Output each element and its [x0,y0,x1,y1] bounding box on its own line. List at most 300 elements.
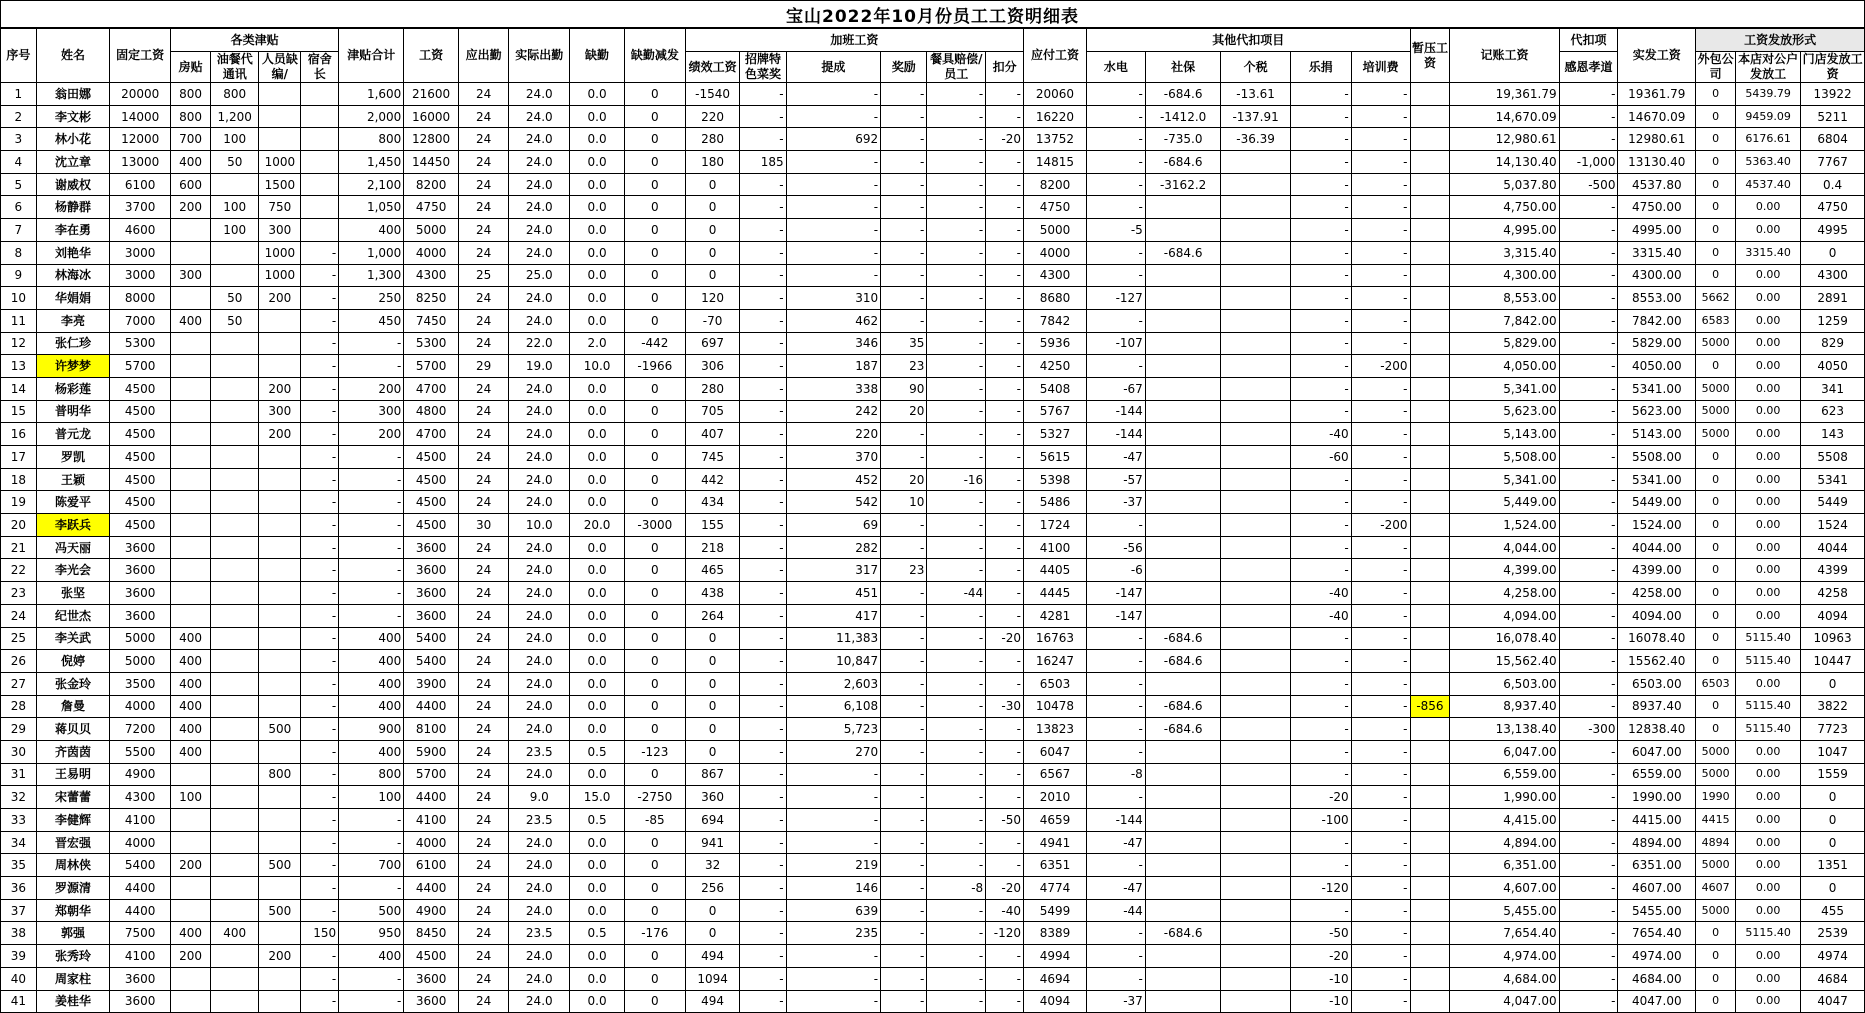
cell-absent: 0.0 [570,854,625,877]
cell-absent-deduct: 0 [624,219,685,242]
cell-book-wage: 13,138.40 [1450,718,1559,741]
cell-allowance-total: - [339,446,404,469]
cell-net-pay: 5455.00 [1618,899,1696,922]
cell-fuel-comm [211,173,259,196]
cell-book-wage: 4,258.00 [1450,582,1559,605]
cell-store-issue: 4974 [1801,945,1865,968]
cell-thanks-filial: - [1559,128,1618,151]
cell-hold-wage [1410,241,1450,264]
cell-allowance-total: 800 [339,128,404,151]
cell-fixed-wage: 4400 [110,899,171,922]
cell-actual-attendance: 24.0 [509,559,570,582]
cell-utilities: - [1087,128,1146,151]
cell-thanks-filial: - [1559,377,1618,400]
cell-training: - [1351,582,1410,605]
cell-fixed-wage: 5700 [110,355,171,378]
cell-fuel-comm [211,809,259,832]
cell-outsourced: 5662 [1696,287,1736,310]
cell-staff-short: 1000 [259,151,301,174]
cell-net-pay: 5341.00 [1618,377,1696,400]
cell-seq: 9 [1,264,37,287]
cell-utilities: - [1087,854,1146,877]
cell-store-transfer: 6176.61 [1736,128,1801,151]
cell-absent-deduct: 0 [624,264,685,287]
cell-perf-wage: 120 [685,287,740,310]
cell-payable: 13823 [1023,718,1086,741]
cell-thanks-filial: - [1559,446,1618,469]
cell-outsourced: 5000 [1696,377,1736,400]
cell-personal-tax [1221,718,1290,741]
cell-outsourced: 4607 [1696,877,1736,900]
cell-actual-attendance: 24.0 [509,967,570,990]
cell-meal-comp: - [927,967,986,990]
cell-due-attendance: 24 [458,287,508,310]
cell-personal-tax [1221,604,1290,627]
cell-seq: 34 [1,831,37,854]
cell-bonus: - [881,514,927,537]
cell-fixed-wage: 4500 [110,446,171,469]
cell-net-pay: 12838.40 [1618,718,1696,741]
cell-hold-wage [1410,196,1450,219]
cell-staff-short [259,128,301,151]
table-row [1,128,1865,151]
cell-outsourced: 5000 [1696,740,1736,763]
cell-training: - [1351,173,1410,196]
cell-absent: 0.0 [570,831,625,854]
cell-sign-dish: - [740,831,786,854]
cell-due-attendance: 24 [458,854,508,877]
cell-commission: - [786,809,881,832]
cell-hold-wage [1410,491,1450,514]
cell-sign-dish: - [740,332,786,355]
cell-deduct: -50 [986,809,1024,832]
cell-donation: - [1290,196,1351,219]
cell-meal-comp: - [927,196,986,219]
cell-due-attendance: 24 [458,990,508,1013]
table-row [1,332,1865,355]
cell-outsourced: 0 [1696,718,1736,741]
cell-absent: 0.0 [570,582,625,605]
cell-bonus: - [881,695,927,718]
cell-deduct: - [986,740,1024,763]
cell-staff-short [259,672,301,695]
cell-donation: - [1290,740,1351,763]
cell-payable: 4000 [1023,241,1086,264]
cell-wage: 3600 [404,559,459,582]
cell-donation: - [1290,899,1351,922]
cell-commission: - [786,945,881,968]
cell-social-insurance [1145,990,1221,1013]
cell-thanks-filial: - [1559,831,1618,854]
cell-fixed-wage: 4000 [110,695,171,718]
cell-wage: 8100 [404,718,459,741]
col-sign-dish: 招牌特色菜奖 [740,52,786,83]
cell-social-insurance [1145,854,1221,877]
cell-hold-wage [1410,877,1450,900]
cell-net-pay: 4974.00 [1618,945,1696,968]
cell-personal-tax [1221,400,1290,423]
cell-book-wage: 14,670.09 [1450,105,1559,128]
cell-store-transfer: 0.00 [1736,559,1801,582]
cell-meal-comp: - [927,922,986,945]
cell-actual-attendance: 24.0 [509,400,570,423]
cell-sign-dish: - [740,355,786,378]
cell-donation: - [1290,695,1351,718]
cell-book-wage: 4,974.00 [1450,945,1559,968]
cell-book-wage: 6,559.00 [1450,763,1559,786]
table-row [1,582,1865,605]
cell-training: - [1351,468,1410,491]
cell-absent-deduct: 0 [624,945,685,968]
cell-actual-attendance: 23.5 [509,922,570,945]
cell-book-wage: 4,750.00 [1450,196,1559,219]
cell-net-pay: 4050.00 [1618,355,1696,378]
cell-allowance-total: 500 [339,899,404,922]
cell-payable: 4994 [1023,945,1086,968]
cell-fuel-comm [211,582,259,605]
cell-hold-wage [1410,922,1450,945]
cell-housing: 400 [171,718,211,741]
cell-absent-deduct: 0 [624,559,685,582]
cell-deduct: -30 [986,695,1024,718]
cell-actual-attendance: 24.0 [509,219,570,242]
cell-sign-dish: - [740,786,786,809]
cell-social-insurance [1145,468,1221,491]
cell-training: - [1351,831,1410,854]
cell-name: 王颖 [36,468,110,491]
cell-fuel-comm: 50 [211,287,259,310]
cell-outsourced: 0 [1696,945,1736,968]
cell-dorm-head: - [301,559,339,582]
cell-social-insurance [1145,491,1221,514]
cell-outsourced: 0 [1696,83,1736,106]
cell-actual-attendance: 24.0 [509,196,570,219]
cell-social-insurance [1145,559,1221,582]
cell-due-attendance: 24 [458,763,508,786]
cell-training: - [1351,241,1410,264]
cell-seq: 4 [1,151,37,174]
cell-sign-dish: - [740,945,786,968]
cell-donation: -10 [1290,967,1351,990]
cell-absent: 0.0 [570,151,625,174]
cell-personal-tax [1221,695,1290,718]
cell-hold-wage [1410,990,1450,1013]
cell-housing: 400 [171,695,211,718]
cell-fuel-comm: 50 [211,309,259,332]
cell-donation: - [1290,173,1351,196]
cell-seq: 38 [1,922,37,945]
cell-allowance-total: 200 [339,423,404,446]
cell-housing: 200 [171,854,211,877]
cell-thanks-filial: - [1559,468,1618,491]
cell-seq: 20 [1,514,37,537]
cell-commission: - [786,264,881,287]
cell-fixed-wage: 3600 [110,967,171,990]
cell-absent-deduct: 0 [624,718,685,741]
cell-outsourced: 0 [1696,151,1736,174]
cell-staff-short: 1000 [259,264,301,287]
cell-training: - [1351,423,1410,446]
cell-thanks-filial: - [1559,604,1618,627]
table-row [1,967,1865,990]
cell-thanks-filial: - [1559,241,1618,264]
cell-dorm-head [301,196,339,219]
cell-deduct: - [986,446,1024,469]
cell-name: 杨彩莲 [36,377,110,400]
col-thanks-filial: 感恩孝道 [1559,52,1618,83]
cell-social-insurance: -684.6 [1145,718,1221,741]
cell-hold-wage [1410,264,1450,287]
cell-outsourced: 0 [1696,241,1736,264]
cell-personal-tax [1221,990,1290,1013]
cell-name: 罗凯 [36,446,110,469]
cell-utilities: -56 [1087,536,1146,559]
cell-social-insurance [1145,309,1221,332]
cell-meal-comp: - [927,695,986,718]
cell-payable: 5936 [1023,332,1086,355]
cell-absent: 0.5 [570,809,625,832]
cell-outsourced: 0 [1696,695,1736,718]
cell-staff-short: 500 [259,718,301,741]
cell-personal-tax: -13.61 [1221,83,1290,106]
cell-book-wage: 4,047.00 [1450,990,1559,1013]
cell-absent: 0.0 [570,423,625,446]
cell-fixed-wage: 4500 [110,377,171,400]
cell-meal-comp: - [927,173,986,196]
cell-name: 谢威权 [36,173,110,196]
cell-outsourced: 0 [1696,173,1736,196]
cell-training: - [1351,786,1410,809]
cell-housing: 200 [171,196,211,219]
cell-hold-wage [1410,786,1450,809]
cell-utilities: - [1087,151,1146,174]
cell-thanks-filial: - [1559,196,1618,219]
cell-thanks-filial: - [1559,763,1618,786]
cell-housing: 400 [171,627,211,650]
cell-meal-comp: - [927,627,986,650]
cell-payable: 8389 [1023,922,1086,945]
cell-store-transfer: 0.00 [1736,854,1801,877]
cell-actual-attendance: 24.0 [509,831,570,854]
cell-net-pay: 1524.00 [1618,514,1696,537]
cell-perf-wage: 434 [685,491,740,514]
cell-fuel-comm [211,740,259,763]
cell-store-issue: 4750 [1801,196,1865,219]
cell-store-transfer: 0.00 [1736,809,1801,832]
cell-wage: 4000 [404,241,459,264]
cell-commission: 692 [786,128,881,151]
cell-donation: - [1290,377,1351,400]
cell-deduct: - [986,945,1024,968]
cell-payable: 16220 [1023,105,1086,128]
cell-absent: 0.0 [570,718,625,741]
cell-training: - [1351,718,1410,741]
cell-dorm-head: - [301,763,339,786]
cell-book-wage: 5,829.00 [1450,332,1559,355]
cell-staff-short [259,695,301,718]
cell-commission: 282 [786,536,881,559]
cell-meal-comp: - [927,264,986,287]
cell-seq: 15 [1,400,37,423]
cell-personal-tax [1221,468,1290,491]
cell-social-insurance [1145,219,1221,242]
cell-dorm-head: - [301,854,339,877]
cell-allowance-total: 400 [339,627,404,650]
col-store-transfer: 本店对公户发放工 [1736,52,1801,83]
cell-store-issue: 4050 [1801,355,1865,378]
cell-staff-short [259,990,301,1013]
cell-donation: - [1290,672,1351,695]
cell-deduct: - [986,672,1024,695]
cell-perf-wage: 360 [685,786,740,809]
cell-wage: 4000 [404,831,459,854]
cell-sign-dish: - [740,423,786,446]
cell-utilities: - [1087,650,1146,673]
cell-payable: 4250 [1023,355,1086,378]
cell-donation: - [1290,536,1351,559]
cell-sign-dish: - [740,582,786,605]
table-row [1,809,1865,832]
group-overtime: 加班工资 [685,28,1023,52]
cell-donation: - [1290,514,1351,537]
cell-allowance-total: 300 [339,400,404,423]
cell-name: 周林侠 [36,854,110,877]
cell-outsourced: 0 [1696,627,1736,650]
cell-deduct: - [986,377,1024,400]
cell-absent: 0.0 [570,695,625,718]
cell-absent-deduct: -442 [624,332,685,355]
cell-dorm-head: - [301,695,339,718]
cell-training: - [1351,287,1410,310]
cell-hold-wage [1410,400,1450,423]
table-row [1,786,1865,809]
cell-personal-tax [1221,241,1290,264]
cell-store-issue: 0 [1801,809,1865,832]
cell-commission: - [786,967,881,990]
cell-due-attendance: 24 [458,559,508,582]
cell-hold-wage [1410,423,1450,446]
cell-staff-short [259,83,301,106]
cell-store-issue: 5449 [1801,491,1865,514]
cell-store-transfer: 5115.40 [1736,922,1801,945]
cell-sign-dish: - [740,241,786,264]
cell-thanks-filial: - [1559,945,1618,968]
cell-sign-dish: - [740,967,786,990]
cell-absent-deduct: 0 [624,83,685,106]
cell-absent: 0.0 [570,967,625,990]
cell-sign-dish: - [740,627,786,650]
cell-due-attendance: 29 [458,355,508,378]
cell-personal-tax: -137.91 [1221,105,1290,128]
cell-personal-tax [1221,763,1290,786]
cell-bonus: - [881,967,927,990]
cell-sign-dish: - [740,718,786,741]
cell-housing: 400 [171,309,211,332]
cell-store-issue: 2539 [1801,922,1865,945]
cell-name: 齐茵茵 [36,740,110,763]
col-absent-deduct: 缺勤减发 [624,28,685,83]
cell-hold-wage [1410,650,1450,673]
cell-personal-tax [1221,219,1290,242]
cell-commission: 417 [786,604,881,627]
cell-fuel-comm [211,514,259,537]
cell-deduct: -120 [986,922,1024,945]
cell-dorm-head: - [301,604,339,627]
cell-housing: 400 [171,922,211,945]
cell-wage: 5700 [404,355,459,378]
cell-training: - [1351,400,1410,423]
cell-due-attendance: 24 [458,695,508,718]
cell-dorm-head [301,105,339,128]
cell-actual-attendance: 24.0 [509,672,570,695]
cell-personal-tax [1221,491,1290,514]
cell-book-wage: 4,415.00 [1450,809,1559,832]
cell-sign-dish: - [740,740,786,763]
cell-fixed-wage: 3700 [110,196,171,219]
col-housing: 房贴 [171,52,211,83]
cell-net-pay: 5623.00 [1618,400,1696,423]
cell-store-transfer: 0.00 [1736,219,1801,242]
cell-fixed-wage: 13000 [110,151,171,174]
cell-staff-short [259,446,301,469]
cell-training: - [1351,377,1410,400]
cell-actual-attendance: 24.0 [509,468,570,491]
cell-sign-dish: - [740,491,786,514]
cell-due-attendance: 24 [458,446,508,469]
cell-absent: 0.0 [570,627,625,650]
cell-meal-comp: - [927,604,986,627]
cell-perf-wage: 694 [685,809,740,832]
cell-allowance-total: 400 [339,695,404,718]
cell-book-wage: 1,990.00 [1450,786,1559,809]
cell-thanks-filial: - [1559,809,1618,832]
cell-absent-deduct: 0 [624,582,685,605]
cell-absent: 0.0 [570,877,625,900]
cell-absent-deduct: 0 [624,831,685,854]
cell-fuel-comm: 50 [211,151,259,174]
cell-store-issue: 5508 [1801,446,1865,469]
table-row [1,740,1865,763]
cell-social-insurance: -735.0 [1145,128,1221,151]
table-row [1,241,1865,264]
cell-name: 宋蕾蕾 [36,786,110,809]
cell-absent: 10.0 [570,355,625,378]
cell-housing: 300 [171,264,211,287]
cell-donation: - [1290,718,1351,741]
cell-personal-tax [1221,831,1290,854]
cell-net-pay: 5449.00 [1618,491,1696,514]
cell-personal-tax [1221,854,1290,877]
cell-seq: 36 [1,877,37,900]
cell-absent: 0.0 [570,536,625,559]
cell-payable: 4941 [1023,831,1086,854]
cell-payable: 5486 [1023,491,1086,514]
cell-perf-wage: 306 [685,355,740,378]
cell-allowance-total: 2,100 [339,173,404,196]
cell-store-issue: 4094 [1801,604,1865,627]
cell-thanks-filial: - [1559,786,1618,809]
cell-staff-short [259,650,301,673]
cell-absent-deduct: -1966 [624,355,685,378]
cell-thanks-filial: - [1559,83,1618,106]
cell-dorm-head: - [301,514,339,537]
cell-meal-comp: -44 [927,582,986,605]
cell-net-pay: 14670.09 [1618,105,1696,128]
cell-training: - [1351,604,1410,627]
cell-thanks-filial: - [1559,491,1618,514]
group-pay-form: 工资发放形式 [1696,28,1865,52]
cell-due-attendance: 24 [458,899,508,922]
